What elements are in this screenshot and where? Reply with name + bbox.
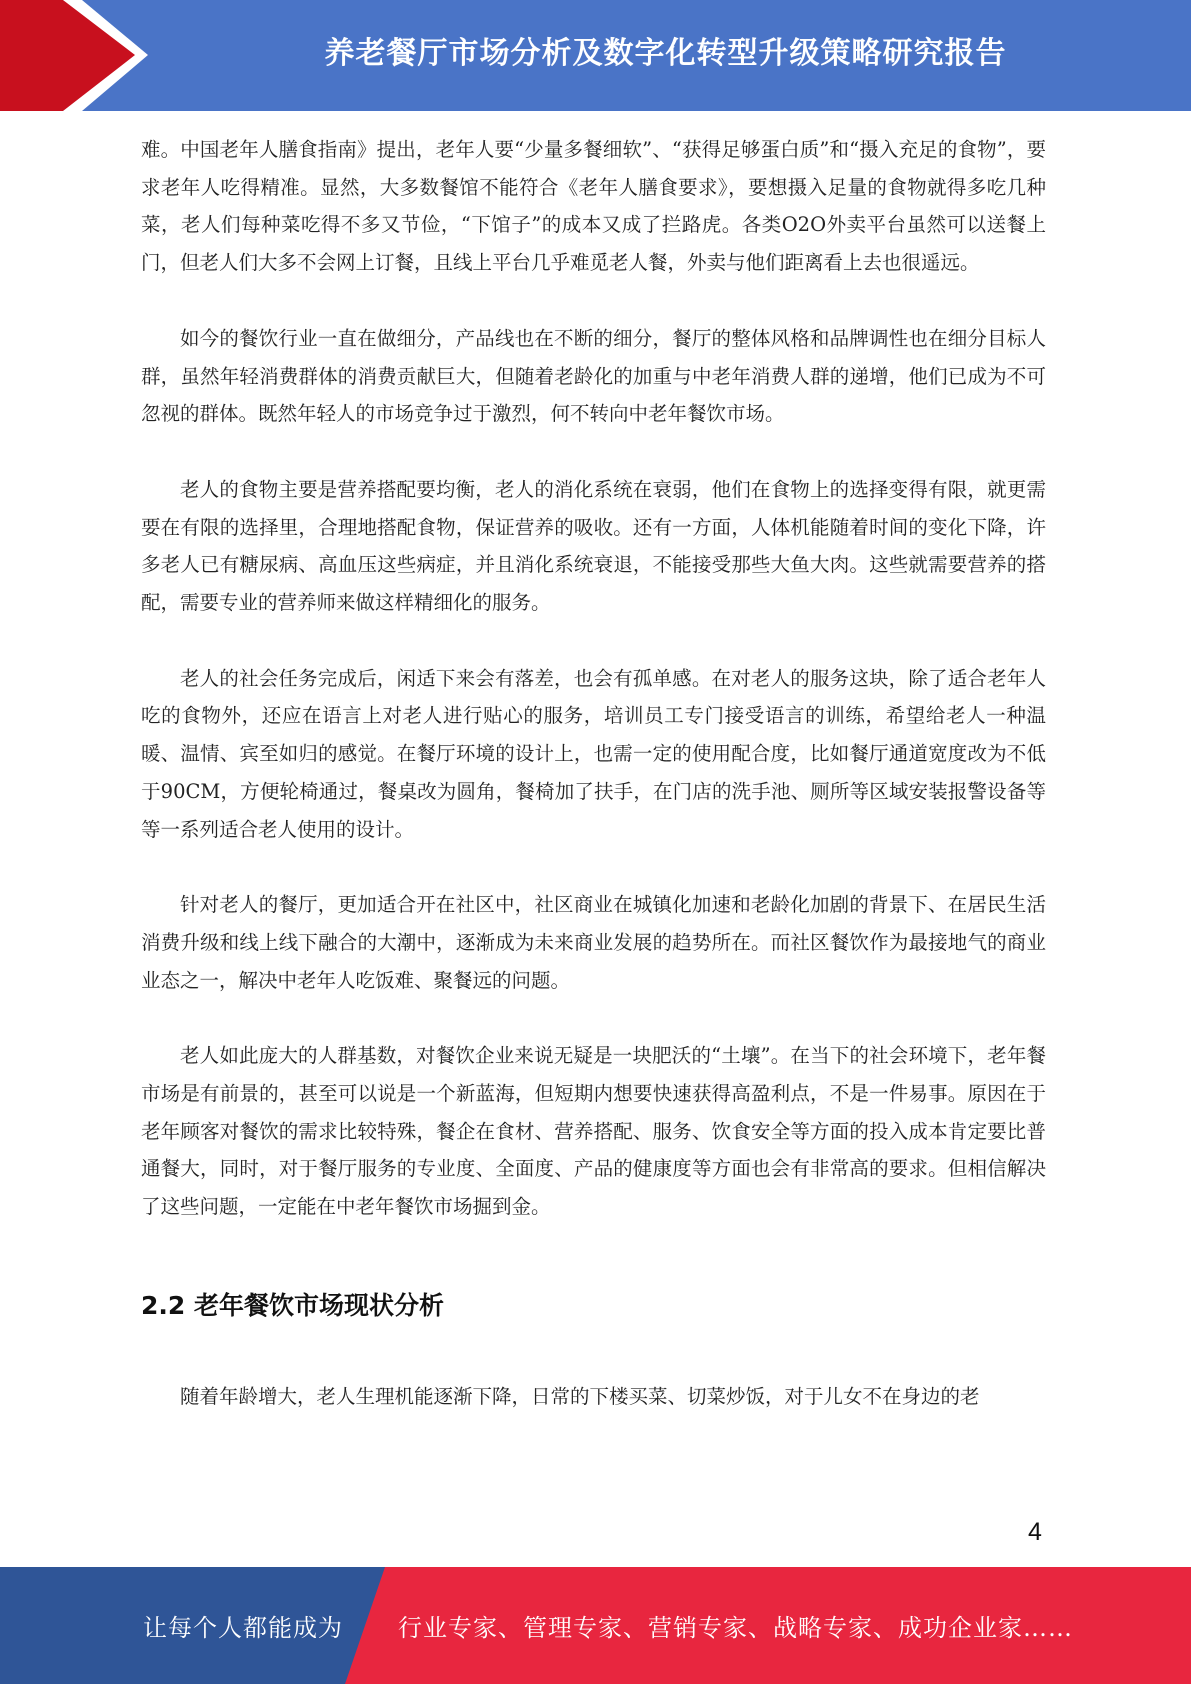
- footer-slogan-right: 行业专家、管理专家、营销专家、战略专家、成功企业家……: [398, 1614, 1073, 1642]
- body-paragraph: 如今的餐饮行业一直在做细分，产品线也在不断的细分，餐厅的整体风格和品牌调性也在细分目标人群，虽然年轻消费群体的消费贡献巨大，但随着老龄化的加重与中老年消费人群的递增，他们已成为不可忽视的群体。既然年轻人的市场竞争过于激烈，何不转向中老年餐饮市场。: [141, 326, 1046, 426]
- section-heading: 2.2 老年餐饮市场现状分析: [141, 1290, 444, 1320]
- body-paragraph: 难。中国老年人膳食指南》提出，老年人要“少量多餐细软”、“获得足够蛋白质”和“摄入充足的食物”，要求老年人吃得精准。显然，大多数餐馆不能符合《老年人膳食要求》，要想摄入足量的食物就得多吃几种菜，老人们每种菜吃得不多又节俭，“下馆子”的成本又成了拦路虎。各类O2O外卖平台虽然可以送餐上门，但老人们大多不会网上订餐，且线上平台几乎难觅老人餐，外卖与他们距离看上去也很遥远。: [141, 138, 1046, 275]
- body-paragraph: 老人的食物主要是营养搭配要均衡，老人的消化系统在衰弱，他们在食物上的选择变得有限，就更需要在有限的选择里，合理地搭配食物，保证营养的吸收。还有一方面，人体机能随着时间的变化下降，许多老人已有糖尿病、高血压这些病症，并且消化系统衰退，不能接受那些大鱼大肉。这些就需要营养的搭配，需要专业的营养师来做这样精细化的服务。: [141, 477, 1046, 615]
- body-paragraph: 随着年龄增大，老人生理机能逐渐下降，日常的下楼买菜、切菜炒饭，对于儿女不在身边的老: [180, 1384, 980, 1408]
- page-number: 4: [1028, 1518, 1042, 1546]
- header-red-chevron: [0, 0, 148, 111]
- body-paragraph: 老人如此庞大的人群基数，对餐饮企业来说无疑是一块肥沃的“土壤”。在当下的社会环境下，老年餐市场是有前景的，甚至可以说是一个新蓝海，但短期内想要快速获得高盈利点，不是一件易事。原因在于老年顾客对餐饮的需求比较特殊，餐企在食材、营养搭配、服务、饮食安全等方面的投入成本肯定要比普通餐大，同时，对于餐厅服务的专业度、全面度、产品的健康度等方面也会有非常高的要求。但相信解决了这些问题，一定能在中老年餐饮市场掘到金。: [141, 1044, 1046, 1219]
- report-title: 养老餐厅市场分析及数字化转型升级策略研究报告: [324, 36, 1007, 71]
- body-paragraph: 针对老人的餐厅，更加适合开在社区中，社区商业在城镇化加速和老龄化加剧的背景下、在居民生活消费升级和线上线下融合的大潮中，逐渐成为未来商业发展的趋势所在。而社区餐饮作为最接地气的商业业态之一，解决中老年人吃饭难、聚餐远的问题。: [141, 893, 1046, 992]
- main-content: [141, 131, 1046, 1454]
- page-header: [0, 0, 1191, 111]
- body-paragraph: 老人的社会任务完成后，闲适下来会有落差，也会有孤单感。在对老人的服务这块，除了适合老年人吃的食物外，还应在语言上对老人进行贴心的服务，培训员工专门接受语言的训练，希望给老人一种温暖、温情、宾至如归的感觉。在餐厅环境的设计上，也需一定的使用配合度，比如餐厅通道宽度改为不低于90CM，方便轮椅通过，餐桌改为圆角，餐椅加了扶手，在门店的洗手池、厕所等区域安装报警设备等等一系列适合老人使用的设计。: [141, 666, 1046, 841]
- footer-slogan-left: 让每个人都能成为: [143, 1614, 343, 1642]
- page-footer: [0, 1567, 1191, 1684]
